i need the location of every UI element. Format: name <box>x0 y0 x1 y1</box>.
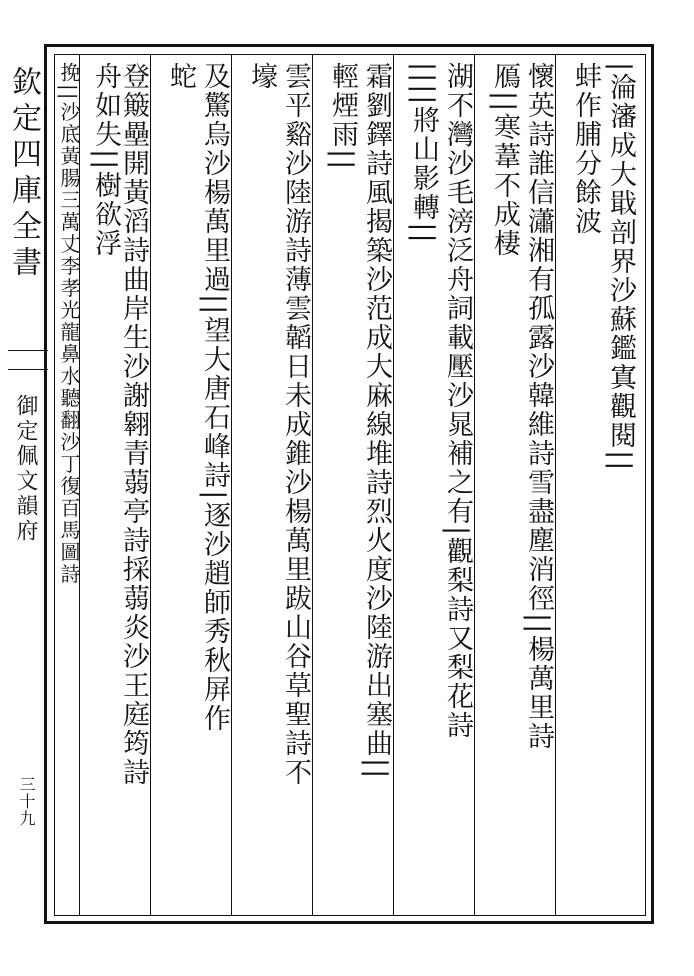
book-title: 欽定四庫全書 <box>6 66 41 282</box>
text-column-14: 舟如失||樹欲浮 <box>90 62 121 259</box>
text-column-7: 霜劉鐸詩風揭築沙范成大麻線堆詩烈火度沙陸游出塞曲|| <box>361 62 392 781</box>
fishtail-marker <box>8 350 48 370</box>
text-column-3: 懷英詩誰信瀟湘有孤露沙韓維詩雪盡塵消徑||楊萬里詩 <box>523 62 554 752</box>
text-column-1: |淪瀋成大戢剖界沙蘇鑑寘觀閱|| <box>605 62 636 473</box>
text-column-15: 挽||沙底黃腸三萬丈李孝光龍鼻水聽翻沙丁復百馬圖詩 <box>57 62 81 586</box>
text-column-13: 登簸壘開黃滔詩曲岸生沙謝翱青蒻亭詩採蒻炎沙王庭筠詩 <box>118 62 149 787</box>
text-column-9: 雲平谿沙陸游詩薄雲韜日未成錐沙楊萬里跋山谷草聖詩不 <box>280 62 311 787</box>
page-number: 三十九 <box>17 776 36 827</box>
text-column-11: 及驚烏沙楊萬里過||望大唐石峰詩|逐沙趙師秀秋屏作 <box>199 62 230 734</box>
text-column-5: 湖不灣沙毛滂泛舟詞載壓沙晁補之有|觀梨詩又梨花詩 <box>442 62 473 741</box>
text-column-6: ||||將山影轉|| <box>408 62 439 245</box>
text-column-10: 壕 <box>246 62 277 91</box>
margin-column <box>0 54 52 916</box>
text-column-12: 蛇 <box>165 62 196 91</box>
text-column-8: 輕煙雨|| <box>327 62 358 172</box>
volume-title: 御定佩文韻府 <box>13 394 38 544</box>
text-column-4: 鴈||寒葦不成棲 <box>489 62 520 259</box>
text-column-2: 蚌作脯分餘波 <box>570 62 601 236</box>
